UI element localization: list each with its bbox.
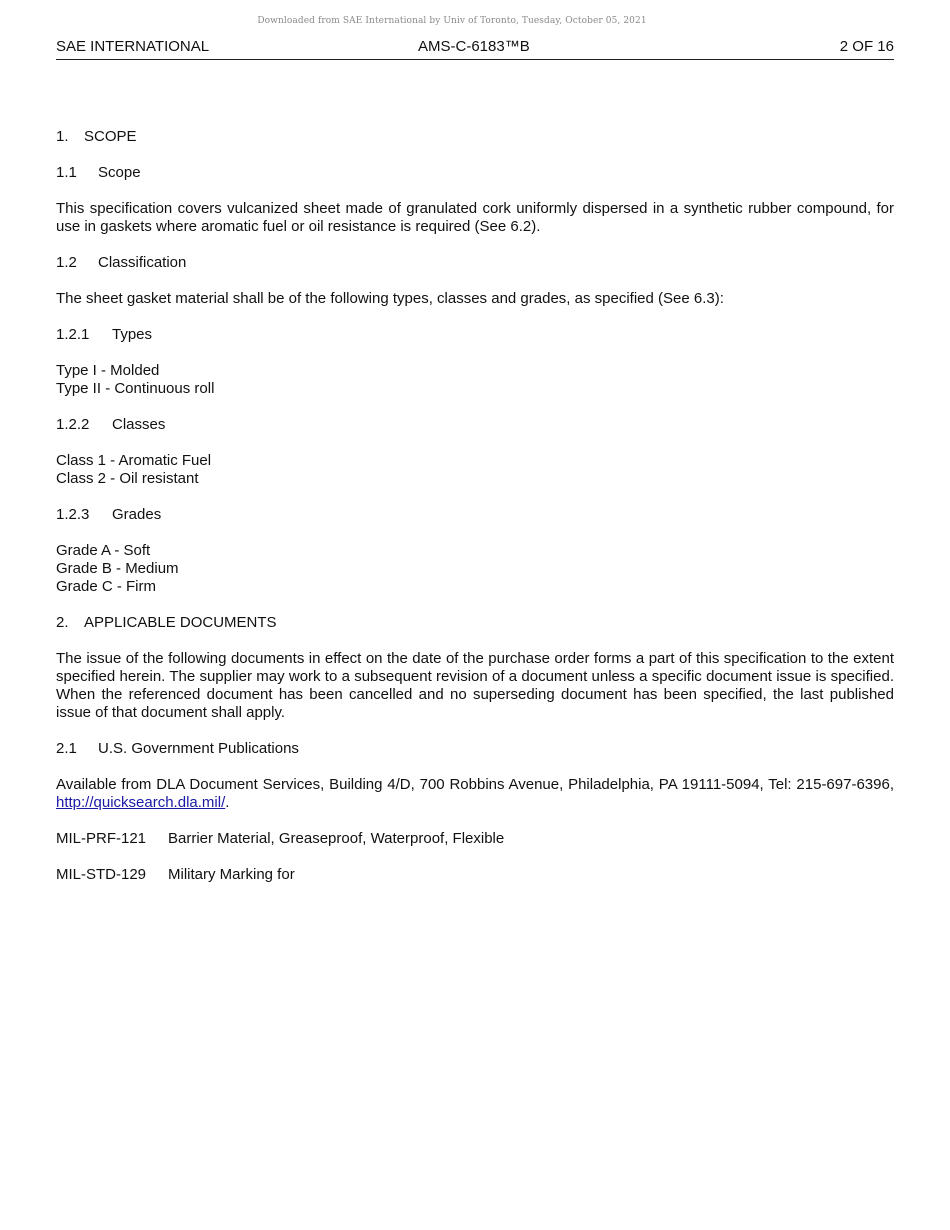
government-publications-paragraph: [56, 776, 894, 812]
list-item: Grade B - Medium: [56, 560, 179, 577]
document-body: [56, 128, 894, 902]
section-title: APPLICABLE DOCUMENTS: [84, 614, 277, 631]
section-2-heading: [56, 614, 894, 632]
header-document-id: AMS-C-6183™B: [418, 38, 530, 55]
link-trailing-period: .: [225, 794, 230, 811]
list-item: Class 1 - Aromatic Fuel: [56, 452, 212, 469]
section-number: 1.2.3: [56, 506, 90, 523]
applicable-documents-paragraph: The issue of the following documents in effect on the date of the purchase order forms a part of this specification to the extent specified herein. The supplier may work to a subsequent revision of a document unless a specific document issue is specified. When the referenced document has been cancelled and no superseding document has been specified, the last published issue of that document shall apply.: [56, 650, 894, 721]
section-title: Scope: [98, 164, 141, 181]
list-item: Type II - Continuous roll: [56, 380, 215, 397]
section-1-heading: [56, 128, 894, 146]
reference-row: [56, 866, 894, 884]
section-number: 1.2.2: [56, 416, 90, 433]
classes-list: [56, 452, 894, 488]
reference-title: Military Marking for: [168, 866, 295, 883]
reference-row: [56, 830, 894, 848]
reference-title: Barrier Material, Greaseproof, Waterproof, Flexible: [168, 830, 505, 847]
section-number: 1.2: [56, 254, 77, 271]
download-watermark: Downloaded from SAE International by Univ of Toronto, Tuesday, October 05, 2021: [257, 16, 647, 26]
page-header: [56, 38, 894, 60]
availability-text: Available from DLA Document Services, Building 4/D, 700 Robbins Avenue, Philadelphia, PA 19111-5094, Tel: 215-697-6396,: [56, 776, 894, 793]
list-item: Class 2 - Oil resistant: [56, 470, 199, 487]
section-1-1-heading: [56, 164, 894, 182]
section-title: Types: [112, 326, 153, 343]
section-1-2-2-heading: [56, 416, 894, 434]
dla-quicksearch-link[interactable]: http://quicksearch.dla.mil/: [56, 794, 226, 811]
section-title: U.S. Government Publications: [98, 740, 299, 757]
header-publisher: SAE INTERNATIONAL: [56, 38, 210, 55]
list-item: Grade A - Soft: [56, 542, 151, 559]
section-number: 2.: [56, 614, 69, 631]
section-1-2-heading: [56, 254, 894, 272]
section-number: 1.1: [56, 164, 77, 181]
section-1-2-3-heading: [56, 506, 894, 524]
section-title: Classes: [112, 416, 166, 433]
list-item: Type I - Molded: [56, 362, 160, 379]
section-title: Grades: [112, 506, 162, 523]
section-title: SCOPE: [84, 128, 137, 145]
section-title: Classification: [98, 254, 187, 271]
section-1-2-1-heading: [56, 326, 894, 344]
reference-code: MIL-STD-129: [56, 866, 147, 883]
section-number: 2.1: [56, 740, 77, 757]
scope-paragraph: This specification covers vulcanized sheet made of granulated cork uniformly dispersed in a synthetic rubber compound, for use in gaskets where aromatic fuel or oil resistance is required (See 6.2).: [56, 200, 894, 235]
section-2-1-heading: [56, 740, 894, 758]
grades-list: [56, 542, 894, 596]
classification-paragraph: The sheet gasket material shall be of the following types, classes and grades, as specified (See 6.3):: [56, 290, 724, 307]
section-number: 1.2.1: [56, 326, 90, 343]
reference-code: MIL-PRF-121: [56, 830, 147, 847]
header-page-number: 2 OF 16: [839, 38, 894, 55]
types-list: [56, 362, 894, 398]
section-number: 1.: [56, 128, 69, 145]
list-item: Grade C - Firm: [56, 578, 157, 595]
